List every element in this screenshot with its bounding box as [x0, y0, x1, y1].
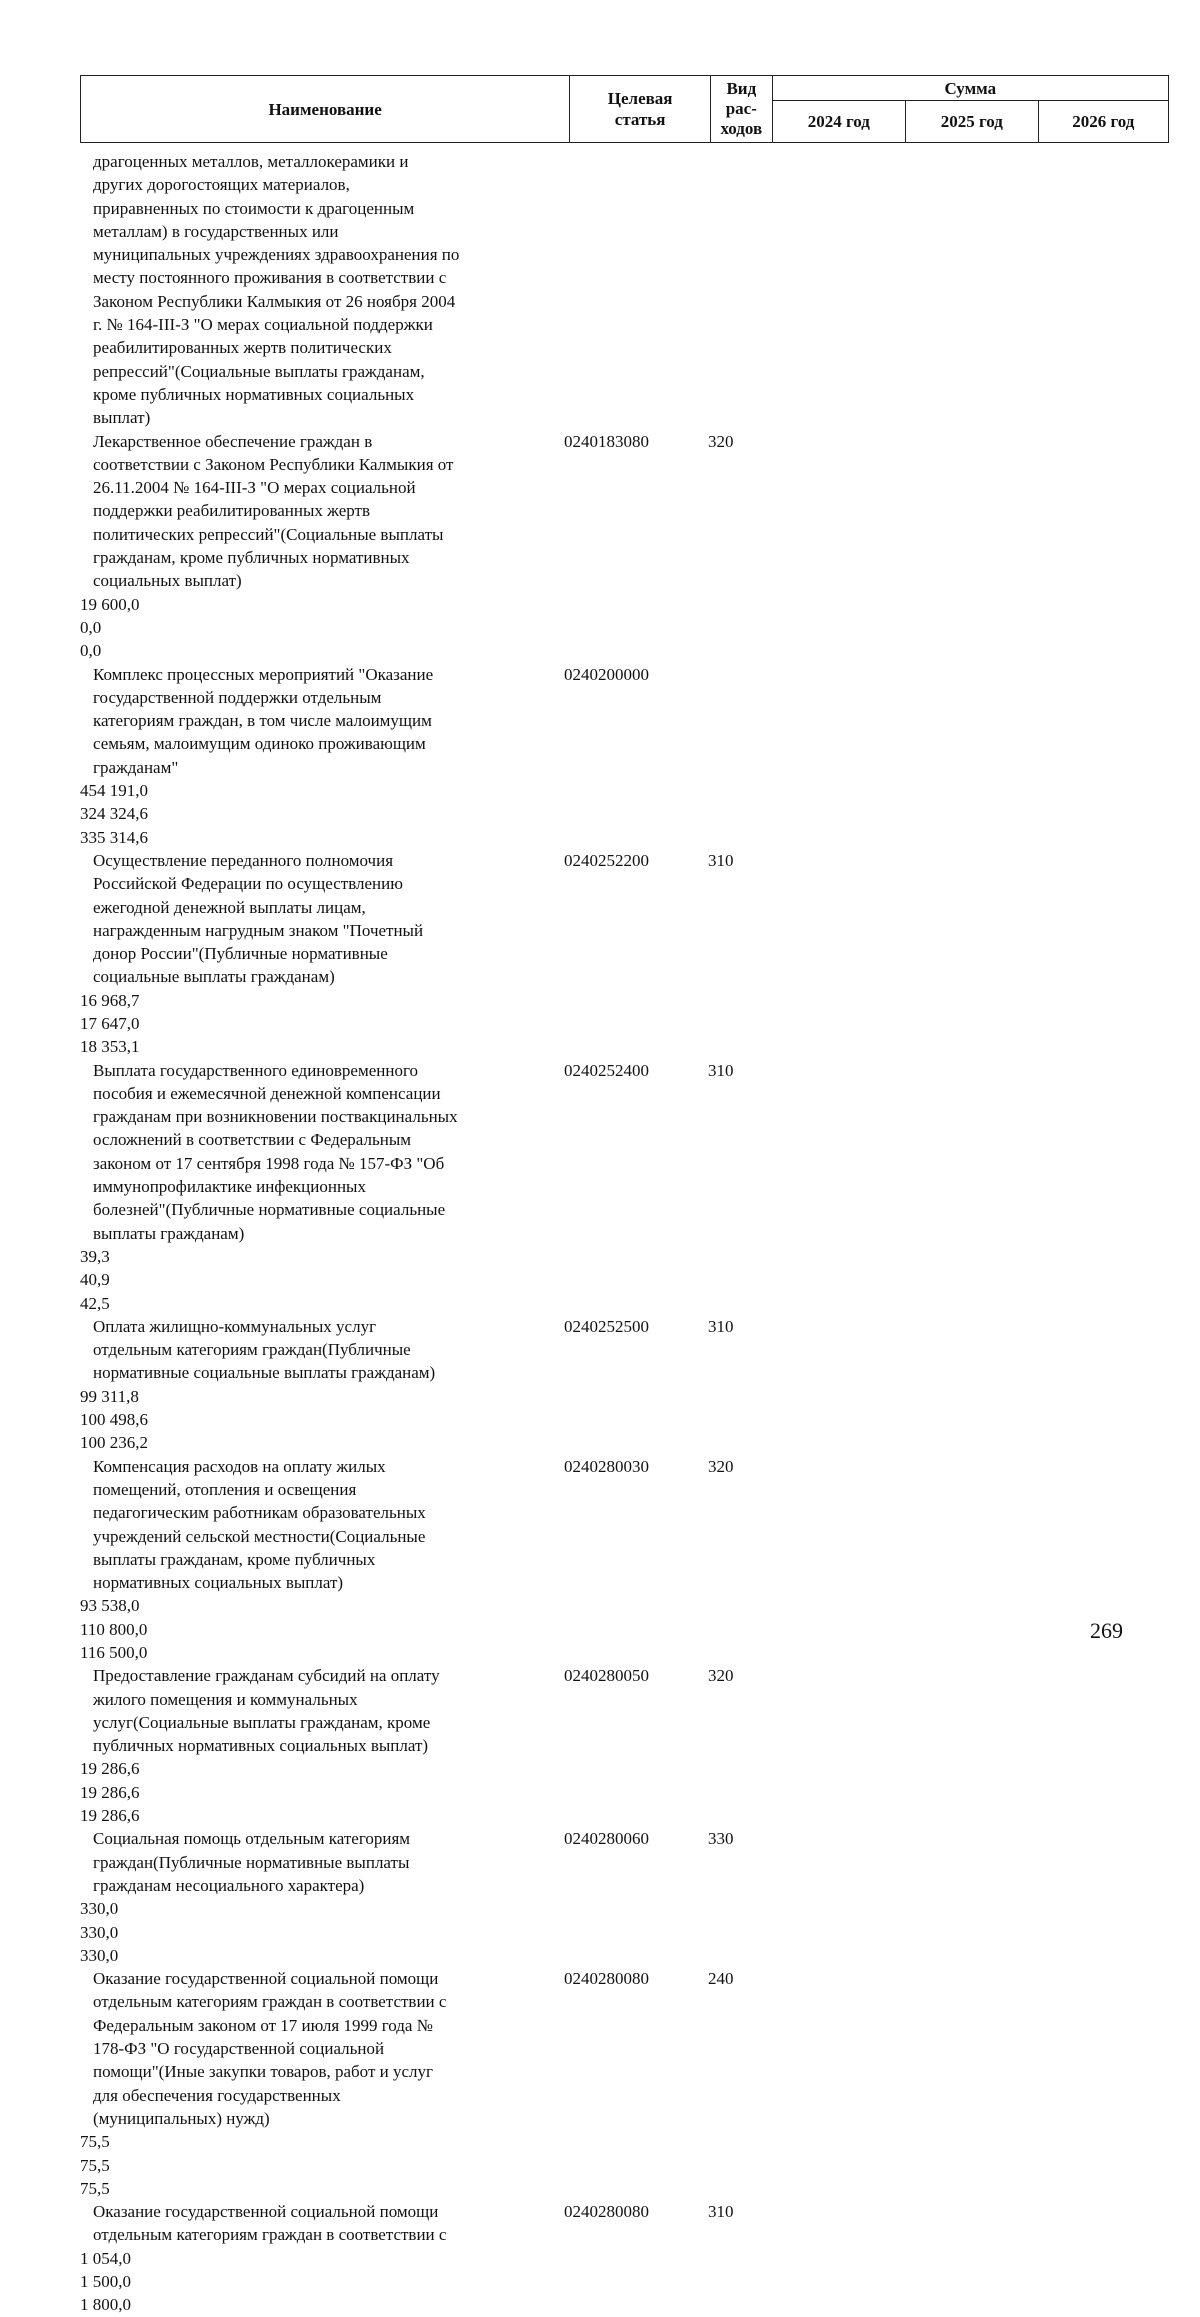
row-sum-2025: 324 324,6: [80, 804, 148, 824]
row-name-line: (муниципальных) нужд): [93, 2108, 270, 2128]
row-name-line: Оплата жилищно-коммунальных услуг: [93, 1316, 377, 1336]
row-sum-2025: 75,5: [80, 2155, 110, 2175]
row-name-line: отдельным категориям граждан(Публичные: [93, 1340, 411, 1360]
row-name-line: граждан(Публичные нормативные выплаты: [93, 1852, 410, 1872]
row-target-code: 0240280080: [564, 1969, 649, 1989]
row-sum-2024: 75,5: [80, 2132, 110, 2152]
row-name-line: семьям, малоимущим одиноко проживающим: [93, 734, 426, 754]
row-sum-2026: 116 500,0: [80, 1643, 148, 1662]
row-name-line: помещений, отопления и освещения: [93, 1479, 357, 1499]
row-sum-2026: 42,5: [80, 1293, 110, 1313]
row-name-line: осложнений в соответствии с Федеральным: [93, 1130, 411, 1150]
column-header-target-line: Целевая: [607, 89, 673, 108]
row-name-line: награжденным нагрудным знаком "Почетный: [93, 920, 424, 940]
row-sum-2024: 330,0: [80, 1899, 119, 1919]
row-expense-type: 310: [708, 1316, 734, 1336]
table-row: [80, 849, 1169, 1059]
row-sum-2026: 0,0: [80, 641, 102, 661]
table-body: [80, 150, 1169, 2317]
row-sum-2024: 99 311,8: [80, 1386, 139, 1406]
row-name-line: Оказание государственной социальной помощи: [93, 1969, 439, 1989]
table-row: [80, 1455, 1169, 1665]
row-name: [93, 150, 543, 430]
row-name-line: поддержки реабилитированных жертв: [93, 501, 370, 521]
row-sum-2025: 19 286,6: [80, 1782, 140, 1802]
row-name-line: реабилитированных жертв политических: [93, 338, 392, 358]
row-name-line: выплаты гражданам, кроме публичных: [93, 1549, 376, 1569]
table-row: [80, 2200, 1169, 2316]
row-name-line: гражданам при возникновении поствакцинальных: [93, 1107, 458, 1127]
row-name-line: отдельным категориям граждан в соответствии с: [93, 1992, 447, 2012]
table-row: [80, 1059, 1169, 1315]
table-row: [80, 663, 1169, 849]
row-name-line: Компенсация расходов на оплату жилых: [93, 1456, 386, 1476]
column-header-2025: 2025 год: [906, 101, 1038, 143]
row-sum-2026: 330,0: [80, 1945, 119, 1965]
column-header-2024: 2024 год: [772, 101, 906, 143]
row-name-line: соответствии с Законом Республики Калмыкия от: [93, 454, 454, 474]
row-name-line: отдельным категориям граждан в соответствии с: [93, 2225, 447, 2245]
column-header-vid-line: рас-: [725, 99, 757, 118]
row-target-code: 0240280030: [564, 1456, 649, 1476]
row-sum-2025: 17 647,0: [80, 1013, 140, 1033]
row-expense-type: 320: [708, 431, 734, 451]
table-row: [80, 1827, 1169, 1967]
row-name-line: репрессий"(Социальные выплаты гражданам,: [93, 361, 425, 381]
row-sum-2024: 16 968,7: [80, 990, 140, 1010]
row-expense-type: 240: [708, 1969, 734, 1989]
row-sum-2025: 100 498,6: [80, 1410, 148, 1430]
row-name-line: приравненных по стоимости к драгоценным: [93, 198, 415, 218]
row-name-line: государственной поддержки отдельным: [93, 687, 382, 707]
row-sum-2026: 335 314,6: [80, 827, 148, 847]
table-row: [80, 1315, 1169, 1455]
row-sum-2025: 110 800,0: [80, 1619, 148, 1639]
row-name-line: жилого помещения и коммунальных: [93, 1689, 358, 1709]
row-sum-2024: 19 600,0: [80, 594, 140, 614]
row-target-code: 0240252200: [564, 850, 649, 870]
row-name: [93, 663, 543, 779]
row-name-line: Предоставление гражданам субсидий на оплату: [93, 1666, 440, 1686]
row-name: [93, 1455, 543, 1595]
row-name-line: публичных нормативных социальных выплат): [93, 1736, 429, 1756]
row-sum-2024: 19 286,6: [80, 1759, 140, 1779]
row-name-line: муниципальных учреждениях здравоохранения по: [93, 245, 460, 265]
row-target-code: 0240183080: [564, 431, 649, 451]
row-name-line: Федеральным законом от 17 июля 1999 года №: [93, 2015, 433, 2035]
row-expense-type: 320: [708, 1666, 734, 1686]
row-name-line: кроме публичных нормативных социальных: [93, 384, 415, 404]
row-sum-2024: 1 054,0: [80, 2248, 131, 2268]
row-name-line: донор России"(Публичные нормативные: [93, 944, 388, 964]
row-name-line: гражданам несоциального характера): [93, 1875, 365, 1895]
row-target-code: 0240200000: [564, 664, 649, 684]
row-name-line: социальные выплаты гражданам): [93, 967, 335, 987]
row-name-line: Лекарственное обеспечение граждан в: [93, 431, 373, 451]
row-name-line: выплаты гражданам): [93, 1223, 245, 1243]
row-name-line: Российской Федерации по осуществлению: [93, 874, 403, 894]
table-row: [80, 1967, 1169, 2200]
row-name: [93, 1315, 543, 1385]
row-name-line: законом от 17 сентября 1998 года № 157-ФЗ "Об: [93, 1153, 445, 1173]
row-sum-2024: 93 538,0: [80, 1596, 140, 1616]
row-name-line: Осуществление переданного полномочия: [93, 850, 394, 870]
row-sum-2026: 75,5: [80, 2178, 110, 2198]
column-header-vid: [711, 76, 773, 143]
row-name-line: металлам) в государственных или: [93, 221, 339, 241]
row-target-code: 0240252500: [564, 1316, 649, 1336]
row-name-line: нормативные социальные выплаты гражданам): [93, 1363, 436, 1383]
row-name-line: г. № 164-III-З "О мерах социальной поддержки: [93, 315, 433, 335]
row-target-code: 0240280050: [564, 1666, 649, 1686]
row-name-line: ежегодной денежной выплаты лицам,: [93, 897, 366, 917]
row-expense-type: 310: [708, 850, 734, 870]
row-name-line: учреждений сельской местности(Социальные: [93, 1526, 426, 1546]
row-name-line: услуг(Социальные выплаты гражданам, кроме: [93, 1712, 431, 1732]
row-name-line: социальных выплат): [93, 571, 242, 591]
row-name-line: болезней"(Публичные нормативные социальные: [93, 1200, 446, 1220]
row-sum-2024: 39,3: [80, 1246, 110, 1266]
table-row: [80, 1664, 1169, 1827]
row-name-line: месту постоянного проживания в соответствии с: [93, 268, 447, 288]
row-name-line: 178-ФЗ "О государственной социальной: [93, 2039, 385, 2059]
row-expense-type: 310: [708, 1060, 734, 1080]
column-header-target-line: статья: [614, 110, 666, 129]
row-name-line: других дорогостоящих материалов,: [93, 175, 350, 195]
column-header-target: [570, 76, 711, 143]
row-expense-type: 310: [708, 2202, 734, 2222]
row-name: [93, 2200, 543, 2247]
column-header-2026: 2026 год: [1038, 101, 1168, 143]
column-header-sum: Сумма: [772, 76, 1168, 101]
row-name-line: категориям граждан, в том числе малоимущим: [93, 711, 432, 731]
page-number: 269: [1090, 1618, 1123, 1643]
table-row: [80, 150, 1169, 430]
row-name-line: Законом Республики Калмыкия от 26 ноября 2004: [93, 291, 456, 311]
row-expense-type: 320: [708, 1456, 734, 1476]
row-name: [93, 1967, 543, 2130]
row-sum-2026: 1 800,0: [80, 2295, 131, 2315]
row-name-line: 26.11.2004 № 164-III-З "О мерах социальной: [93, 478, 416, 498]
row-sum-2024: 454 191,0: [80, 781, 148, 801]
row-name-line: драгоценных металлов, металлокерамики и: [93, 152, 409, 171]
row-sum-2025: 40,9: [80, 1270, 110, 1290]
row-sum-2025: 1 500,0: [80, 2272, 131, 2292]
row-name: [93, 1664, 543, 1757]
row-name-line: гражданам": [93, 757, 179, 777]
row-name-line: пособия и ежемесячной денежной компенсации: [93, 1083, 441, 1103]
row-sum-2025: 0,0: [80, 617, 102, 637]
row-name: [93, 849, 543, 989]
row-name: [93, 430, 543, 593]
row-name-line: Оказание государственной социальной помощи: [93, 2202, 439, 2222]
column-header-name: Наименование: [81, 76, 570, 143]
row-target-code: 0240252400: [564, 1060, 649, 1080]
row-name-line: помощи"(Иные закупки товаров, работ и услуг: [93, 2062, 433, 2082]
row-name: [93, 1059, 543, 1245]
row-name-line: Выплата государственного единовременного: [93, 1060, 419, 1080]
row-sum-2026: 18 353,1: [80, 1037, 140, 1057]
table-header: [80, 75, 1169, 143]
column-header-vid-line: Вид: [726, 79, 757, 98]
row-name-line: выплат): [93, 408, 151, 428]
row-expense-type: 330: [708, 1829, 734, 1849]
column-header-vid-line: ходов: [720, 119, 763, 138]
row-name-line: гражданам, кроме публичных нормативных: [93, 548, 410, 568]
table-row: [80, 430, 1169, 663]
row-name-line: для обеспечения государственных: [93, 2085, 341, 2105]
row-name: [93, 1827, 543, 1897]
row-name-line: политических репрессий"(Социальные выплаты: [93, 524, 444, 544]
row-sum-2025: 330,0: [80, 1922, 119, 1942]
row-name-line: Комплекс процессных мероприятий "Оказание: [93, 664, 434, 684]
row-target-code: 0240280080: [564, 2202, 649, 2222]
row-name-line: иммунопрофилактике инфекционных: [93, 1177, 366, 1197]
row-name-line: Социальная помощь отдельным категориям: [93, 1829, 411, 1849]
row-sum-2026: 100 236,2: [80, 1433, 148, 1453]
row-name-line: нормативных социальных выплат): [93, 1573, 344, 1593]
row-target-code: 0240280060: [564, 1829, 649, 1849]
row-name-line: педагогическим работникам образовательных: [93, 1503, 426, 1523]
row-sum-2026: 19 286,6: [80, 1806, 140, 1826]
